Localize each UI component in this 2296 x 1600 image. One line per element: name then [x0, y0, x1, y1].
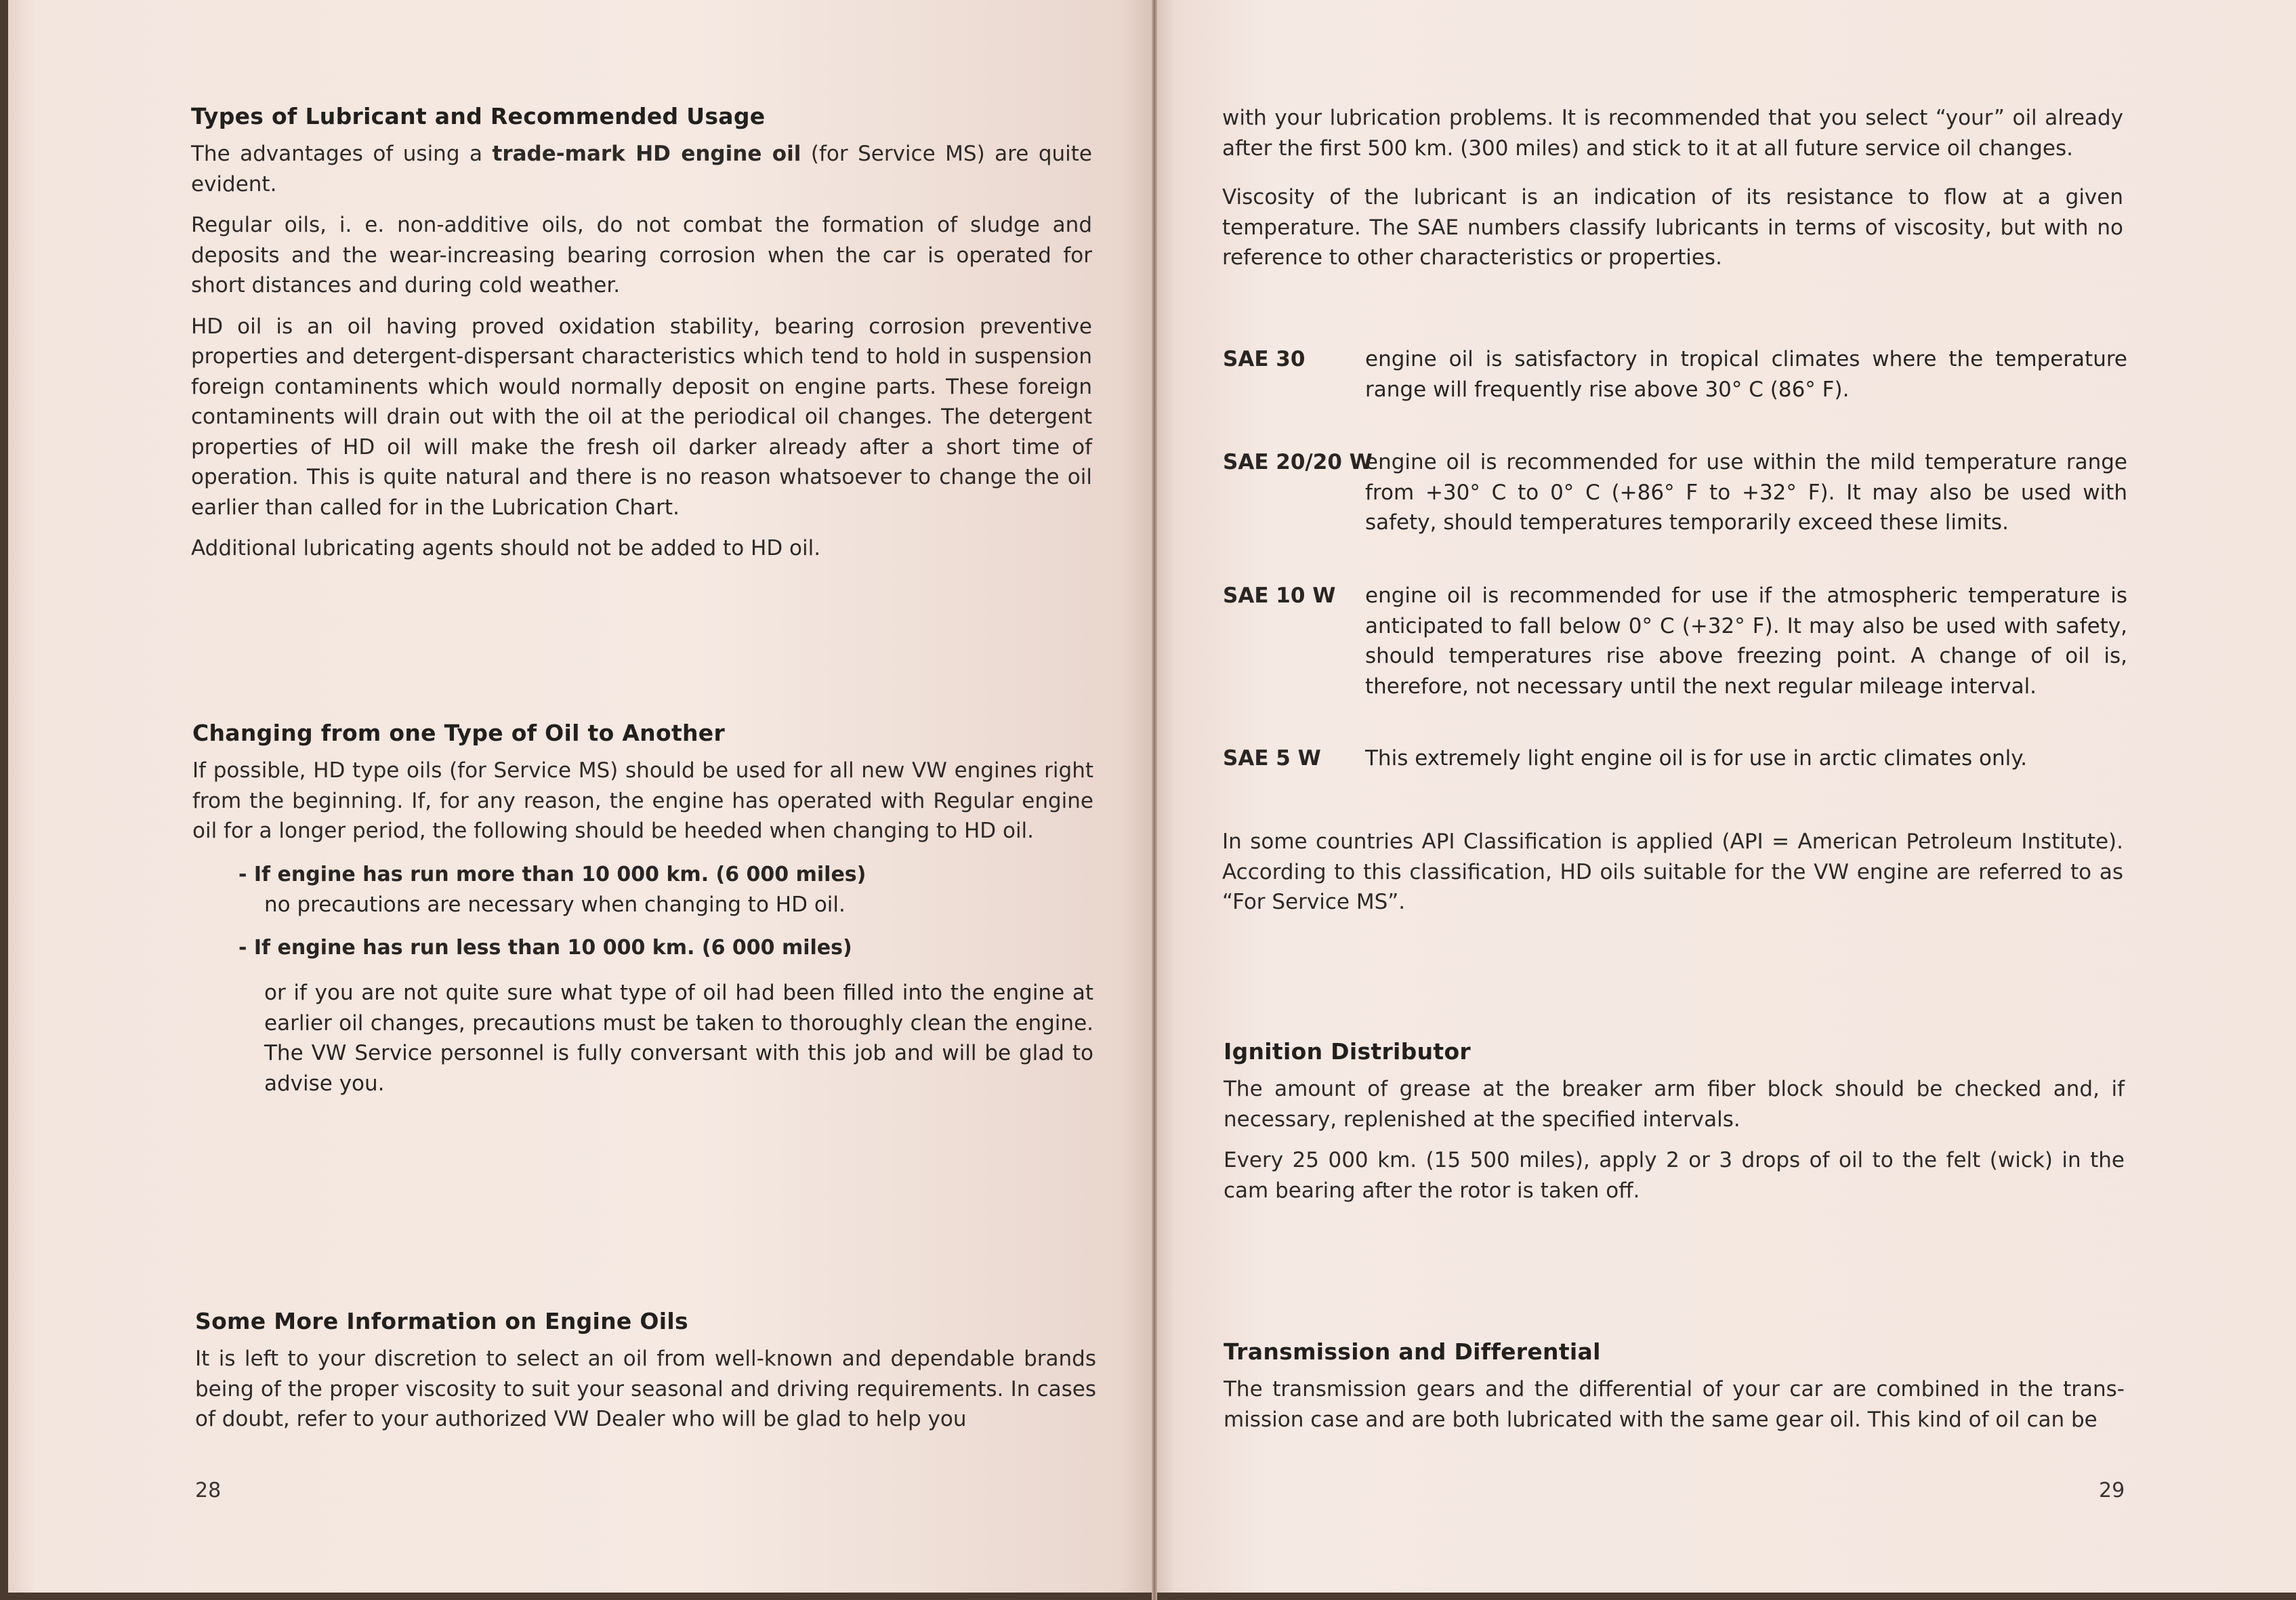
sae-entry — [1223, 447, 2127, 539]
paragraph: Additional lubricating agents should not be added to HD oil. — [191, 536, 821, 560]
api-classification — [1222, 827, 2123, 918]
sae-description: engine oil is satisfactory in tropical climates where the temperature range will frequently rise above 30° C (86° F). — [1365, 347, 2127, 402]
text-run: The advantages of using a — [191, 142, 493, 166]
paragraph: It is left to your discretion to select an oil from well-known and dependable brands being of the proper viscosity to suit your seasonal and driving requirements. In cases of doubt, refer to your authorized VW Dealer who will be glad to help you — [195, 1347, 1096, 1431]
sae-description: This extremely light engine oil is for use in arctic climates only. — [1365, 746, 2028, 771]
sae-label: SAE 5 W — [1223, 746, 1321, 771]
paragraph: The amount of grease at the breaker arm fiber block should be checked and, if necessary, replenished at the specified intervals. — [1224, 1077, 2125, 1132]
sae-label: SAE 30 — [1223, 347, 1306, 371]
paragraph: Every 25 000 km. (15 500 miles), apply 2 or 3 drops of oil to the felt (wick) in the cam bearing after the rotor is taken off. — [1224, 1148, 2125, 1203]
paragraph: Viscosity of the lubricant is an indication of its resistance to flow at a given temperature. The SAE numbers classify lubricants in terms of viscosity, but with no reference to other characteristics or properties. — [1222, 185, 2123, 270]
text-run: (for Service MS) are quite evident. — [191, 142, 1092, 197]
section-heading: Some More Information on Engine Oils — [195, 1308, 688, 1334]
sae-entry — [1223, 344, 2127, 405]
section-changing-oil — [192, 720, 1093, 1099]
sae-description: engine oil is recommended for use if the atmospheric temperature is anticipated to fall below 0° C (+32° F). It may also be used with safety, should temperatures rise above freezing point. A change of oil is, therefore, not necessary until the next regular mileage interval. — [1365, 583, 2127, 699]
section-heading: Types of Lubricant and Recommended Usage — [191, 103, 766, 129]
bullet-heading: - If engine has run more than 10 000 km. (6 000 miles) — [238, 862, 867, 886]
paragraph: with your lubrication problems. It is recommended that you select “your” oil already after the first 500 km. (300 miles) and stick to it at all future service oil changes. — [1222, 106, 2123, 161]
section-heading: Ignition Distributor — [1224, 1038, 1471, 1065]
sae-label: SAE 10 W — [1223, 583, 1336, 608]
section-lubricant-types — [191, 103, 1092, 564]
continued-text — [1222, 103, 2123, 273]
book-gutter — [1152, 0, 1157, 1600]
paragraph — [191, 139, 1092, 199]
paragraph: HD oil is an oil having proved oxidation stability, bearing corrosion preventive properties and detergent-dispersant characteristics which tend to hold in suspension foreign contaminents which would normally deposit on engine parts. These foreign contaminents will drain out with the oil at the periodical oil changes. The detergent properties of HD oil will make the fresh oil darker already after a short time of operation. This is quite natural and there is no reason whatsoever to change the oil earlier than called for in the Lubrication Chart. — [191, 314, 1092, 520]
paragraph: In some countries API Classification is applied (API = American Petroleum Institute). According to this classification, HD oils suitable for the VW engine are referred to as “For Service MS”. — [1222, 829, 2123, 914]
section-heading: Transmission and Differential — [1224, 1338, 1601, 1365]
paragraph: Regular oils, i. e. non-additive oils, do not combat the formation of sludge and deposits and the wear-increasing bearing corrosion when the car is operated for short distances and during cold weather. — [191, 213, 1092, 298]
bullet-text: no precautions are necessary when changing to HD oil. — [264, 892, 846, 917]
bold-text-run: trade-mark HD engine oil — [492, 142, 801, 166]
bullet-text: or if you are not quite sure what type of oil had been filled into the engine at earlier oil changes, precautions must be taken to thoroughly clean the engine. The VW Service personnel is fully conversant with this job and will be glad to advise you. — [264, 981, 1093, 1096]
section-engine-oils-info — [195, 1308, 1096, 1435]
bullet-list — [192, 860, 1093, 1099]
page-number: 28 — [195, 1479, 222, 1502]
sae-description: engine oil is recommended for use within the mild temperature range from +30° C to 0° C (+86° F to +32° F). It may also be used with safety, should temperatures temporarily exceed these limits. — [1365, 450, 2127, 535]
sae-entry — [1223, 581, 2127, 703]
paragraph: The transmission gears and the differential of your car are combined in the trans- mission case and are both lubricated with the same gear oil. This kind of oil can be — [1224, 1377, 2125, 1432]
sae-label: SAE 20/20 W — [1223, 450, 1373, 474]
sae-entry — [1223, 743, 2124, 774]
section-ignition-distributor — [1224, 1038, 2125, 1206]
section-transmission — [1224, 1338, 2125, 1435]
page-number: 29 — [2099, 1479, 2125, 1502]
bullet-heading: - If engine has run less than 10 000 km. (6 000 miles) — [238, 936, 852, 960]
section-heading: Changing from one Type of Oil to Another — [192, 720, 726, 746]
paragraph: If possible, HD type oils (for Service MS) should be used for all new VW engines right from the beginning. If, for any reason, the engine has operated with Regular engine oil for a longer period, the following should be heeded when changing to HD oil. — [192, 758, 1093, 843]
